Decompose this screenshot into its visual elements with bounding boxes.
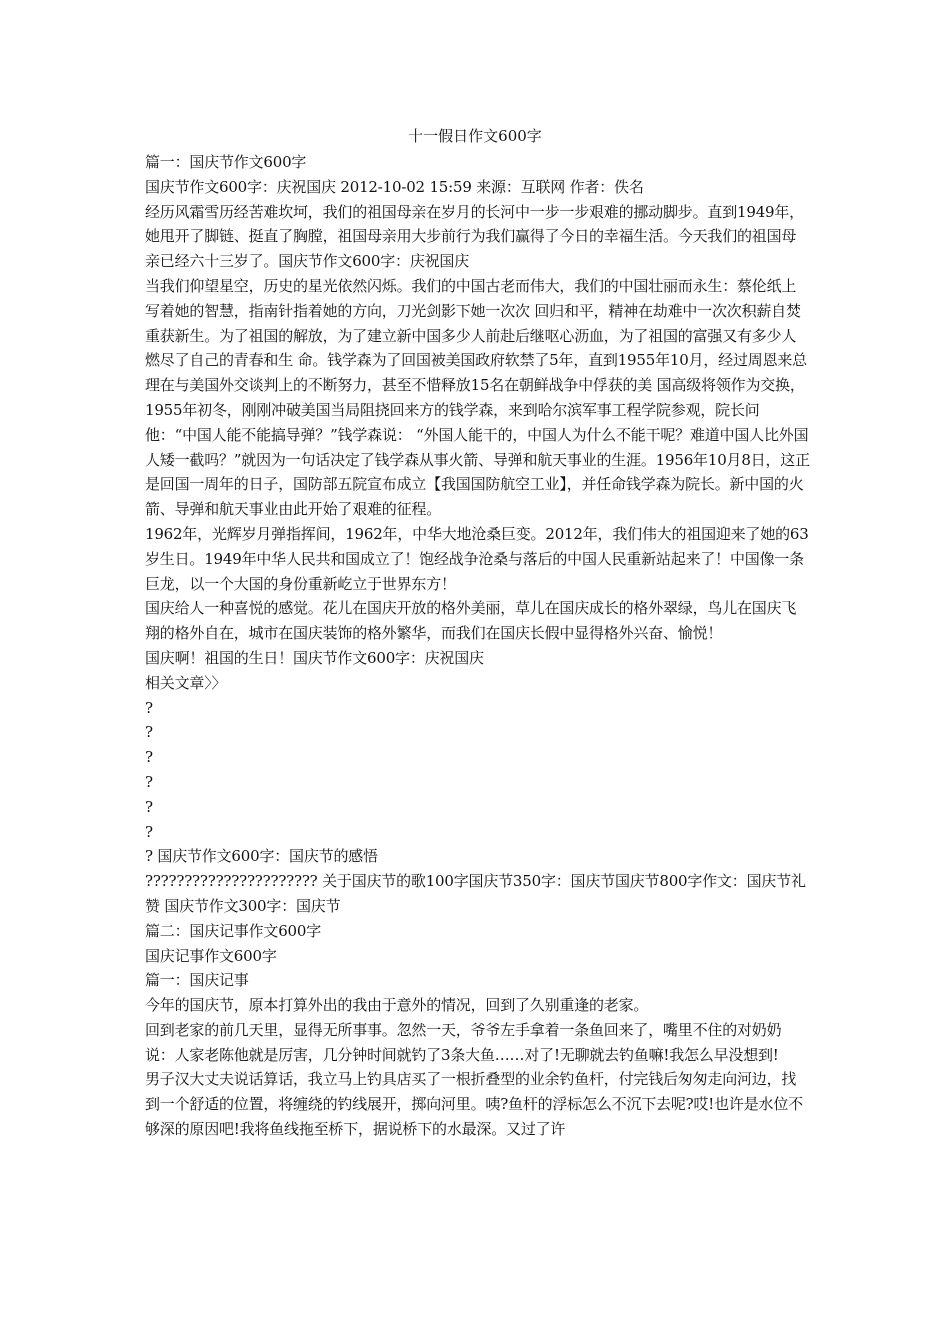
paragraph: 1962年，光辉岁月弹指挥间，1962年，中华大地沧桑巨变。2012年，我们伟大的祖国迎来了她的63岁生日。1949年中华人民共和国成立了！饱经战争沧桑与落后的中国人民重新站起来了！中国像一条巨龙，以一个大国的身份重新屹立于世界东方！ [145,524,809,593]
paragraph: ? [145,822,153,841]
paragraph: ? [145,797,153,816]
paragraph: 国庆节作文600字：庆祝国庆 2012-10-02 15:59 来源：互联网 作者：佚名 [145,177,644,196]
paragraph: 篇一：国庆记事 [145,971,249,990]
paragraph: 回到老家的前几天里，显得无所事事。忽然一天，爷爷左手拿着一条鱼回来了，嘴里不住的对奶奶说：人家老陈他就是厉害，几分钟时间就钓了3条大鱼……对了!无聊就去钓鱼嘛!我怎么早没想到! [145,1020,782,1064]
paragraph: 国庆啊！祖国的生日！国庆节作文600字：庆祝国庆 [145,648,484,667]
paragraph: 国庆记事作文600字 [145,946,277,965]
paragraph: ? [145,723,153,742]
paragraph: 国庆给人一种喜悦的感觉。花儿在国庆开放的格外美丽，草儿在国庆成长的格外翠绿，鸟儿在国庆飞翔的格外自在，城市在国庆装饰的格外繁华，而我们在国庆长假中显得格外兴奋、愉悦！ [145,599,797,643]
paragraph: ? 国庆节作文600字：国庆节的感悟 [145,847,378,866]
paragraph: 篇一：国庆节作文600字 [145,153,307,171]
document-body [145,150,810,1142]
paragraph: ? [145,772,153,791]
document-title: 十一假日作文600字 [408,127,542,145]
paragraph: 男子汉大丈夫说话算话，我立马上钓具店买了一根折叠型的业余钓鱼杆，付完钱后匆匆走向河边，找到一个舒适的位置，将缠绕的钓线展开，掷向河里。咦?鱼杆的浮标怎么不沉下去呢?哎!也许是水位不够深的原因吧!我将鱼线拖至桥下，据说桥下的水最深。又过了许 [145,1070,803,1139]
paragraph: ?????????????????????? 关于国庆节的歌100字国庆节350字：国庆节国庆节800字作文：国庆节礼赞 国庆节作文300字：国庆节 [145,872,806,915]
paragraph: 相关文章〉〉 [145,673,227,692]
paragraph: 当我们仰望星空，历史的星光依然闪烁。我们的中国古老而伟大，我们的中国壮丽而永生：蔡伦纸上写着她的智慧，指南针指着她的方向，刀光剑影下她一次次 回归和平，精神在劫难中一次次积薪自焚重获新生。为了祖国的解放，为了建立新中国多少人前赴后继呕心沥血，为了祖国的富强又有多少人燃尽了自己的青春和生 命。钱学森为了回国被美国政府软禁了5年，直到1955年10月，经过周恩来总理在与美国外交谈判上的不断努力，甚至不惜释放15名在朝鲜战争中俘获的美 国高级将领作为交换，1955年初冬，刚刚冲破美国当局阻挠回来方的钱学森，来到哈尔滨军事工程学院参观，院长问他：“中国人能不能搞导弹？”钱学森说： “外国人能干的，中国人为什么不能干呢？难道中国人比外国人矮一截吗？”就因为一句话决定了钱学森从事火箭、导弹和航天事业的生涯。1956年10月8日，这正是回国一周年的日子，国防部五院宣布成立【我国国防航空工业】，并任命钱学森为院长。新中国的火箭、导弹和航天事业由此开始了艰难的征程。 [145,276,810,519]
paragraph: 篇二：国庆记事作文600字 [145,921,322,940]
paragraph: ? [145,748,153,767]
paragraph: 今年的国庆节，原本打算外出的我由于意外的情况，回到了久别重逢的老家。 [145,996,649,1015]
paragraph: 经历风霜雪历经苦难坎坷，我们的祖国母亲在岁月的长河中一步一步艰难的挪动脚步。直到1949年，她甩开了脚链、挺直了胸膛，祖国母亲用大步前行为我们赢得了今日的幸福生活。今天我们的祖国母亲已经六十三岁了。国庆节作文600字：庆祝国庆 [145,202,804,271]
paragraph: ? [145,698,153,717]
